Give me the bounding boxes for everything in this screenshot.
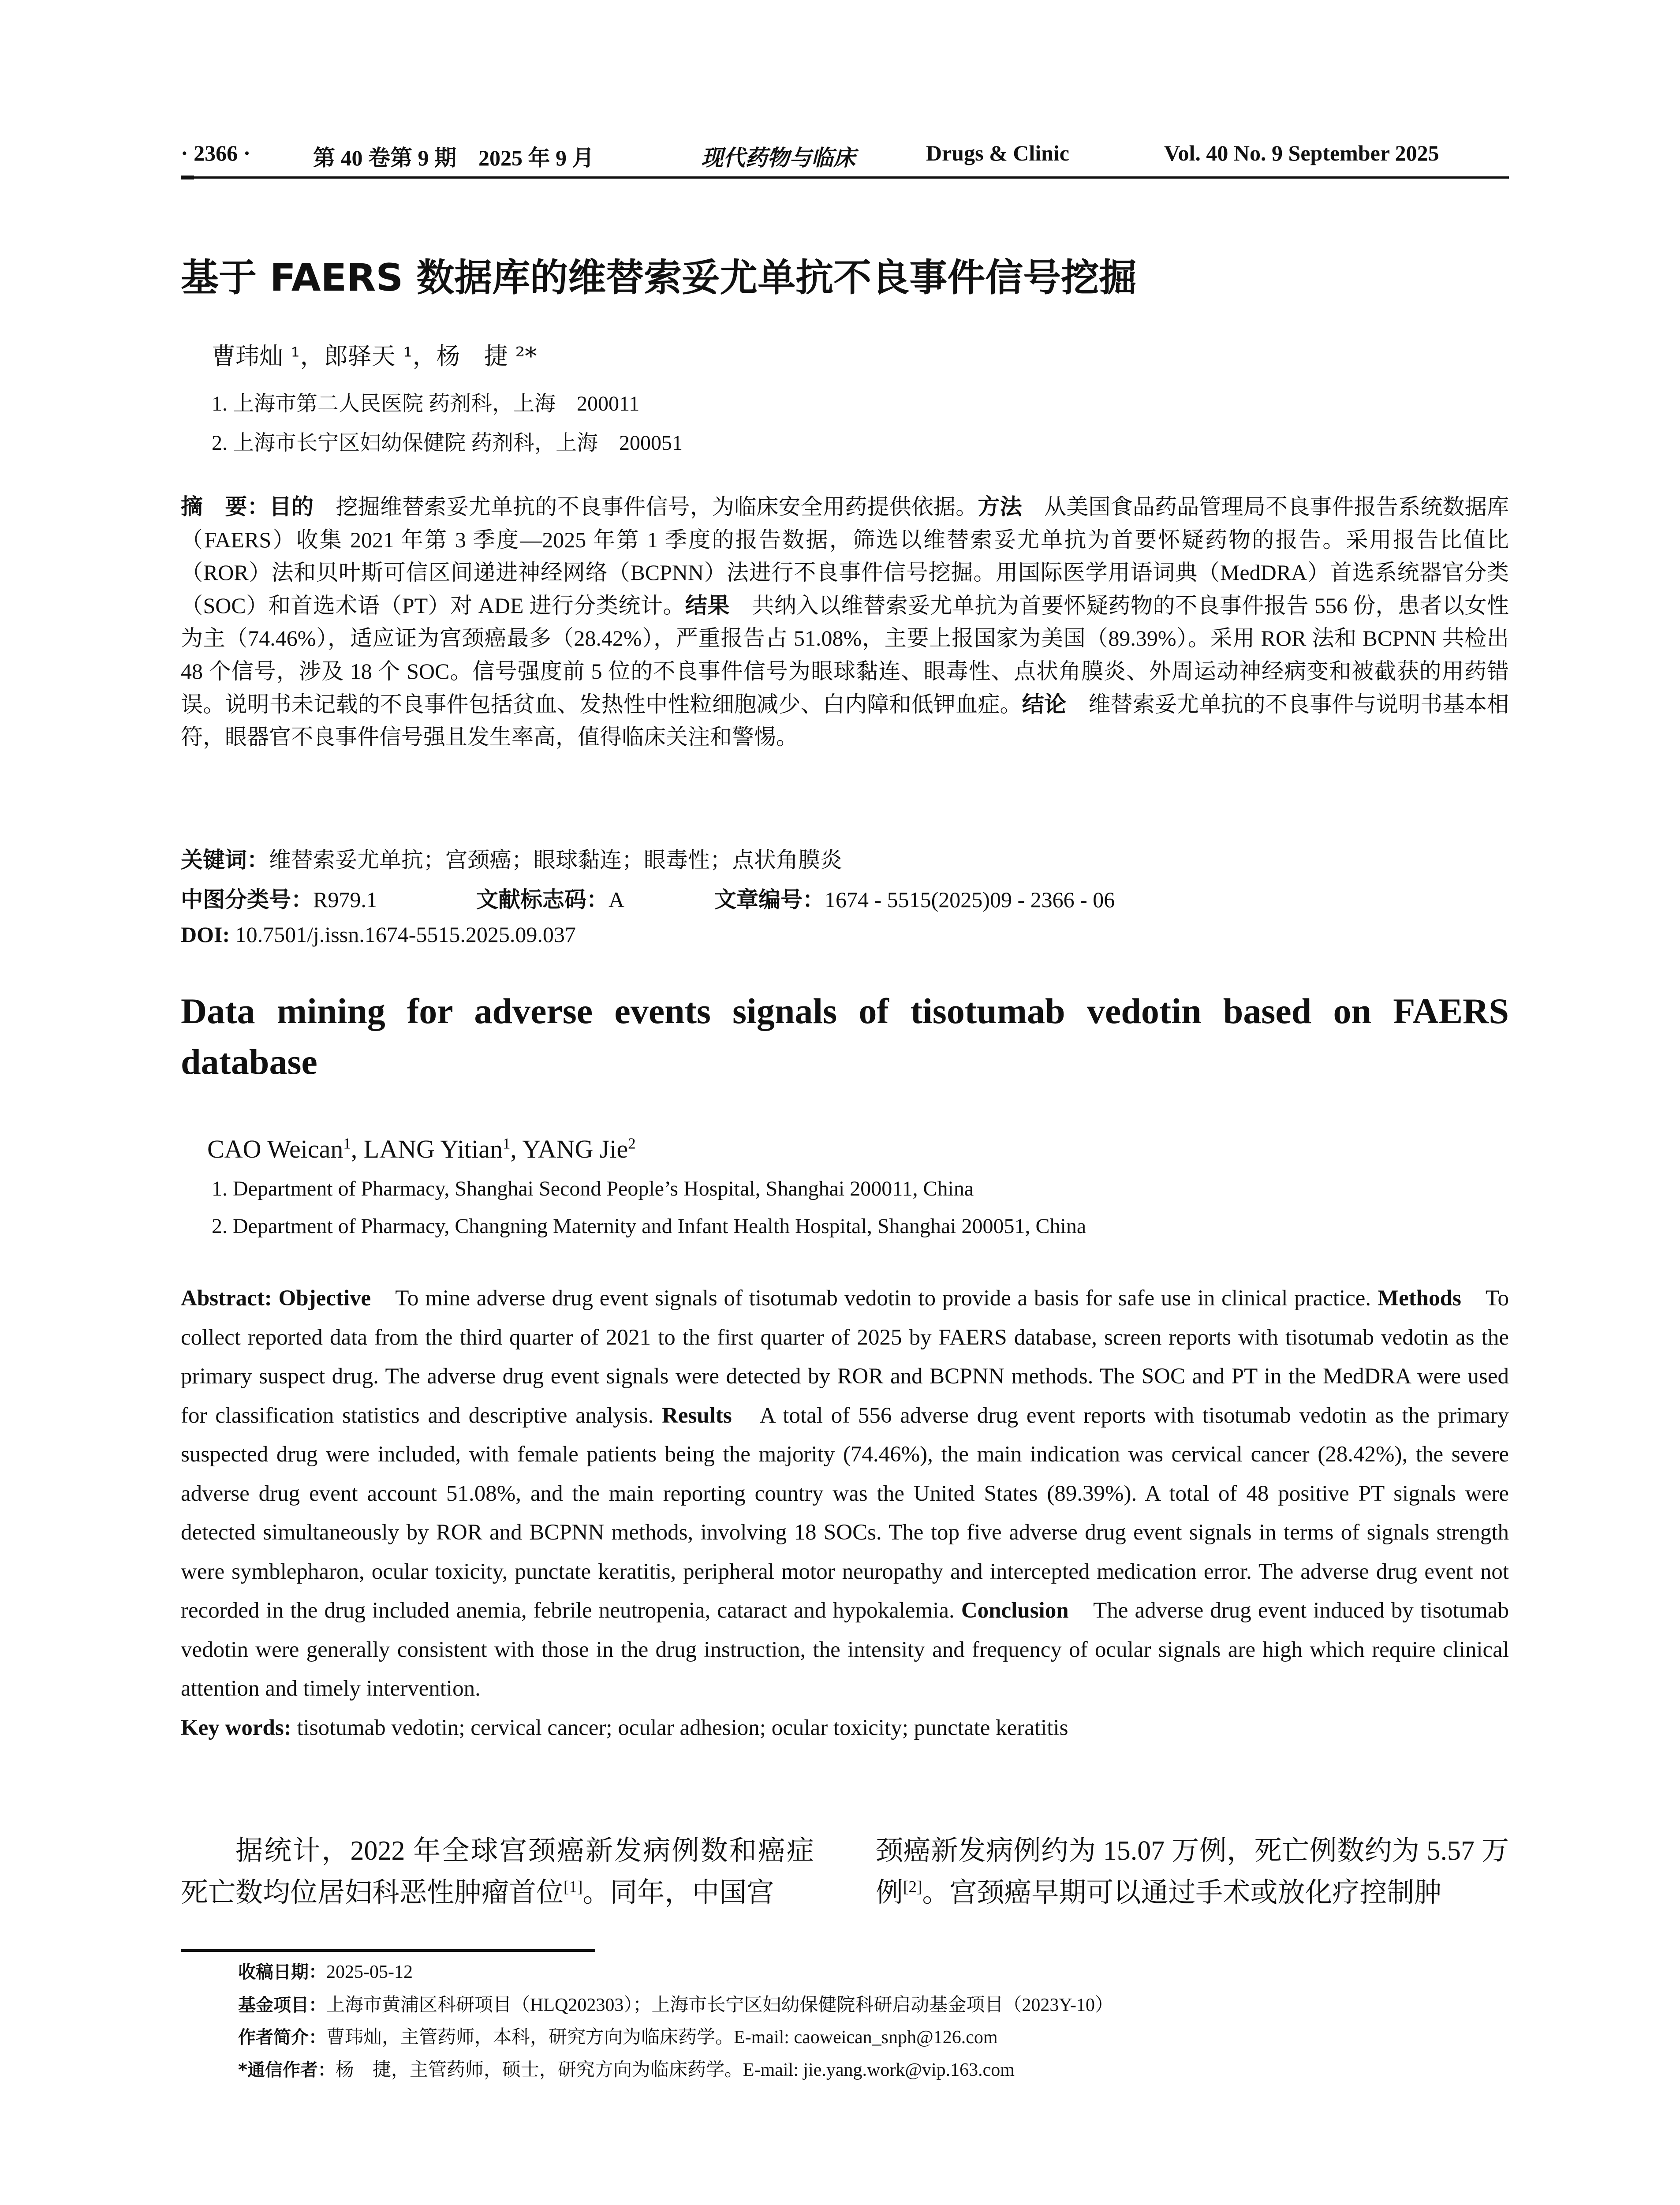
- article-no-label: 文章编号：: [714, 887, 825, 912]
- header-rule: [181, 176, 1509, 179]
- abstract-en-label: Abstract: Objective: [181, 1286, 371, 1311]
- doi-value[interactable]: 10.7501/j.issn.1674-5515.2025.09.037: [230, 922, 576, 947]
- page-number: · 2366 ·: [181, 141, 251, 165]
- title-cn: 基于 FAERS 数据库的维替索妥尤单抗不良事件信号挖掘: [181, 256, 1137, 300]
- footnote-text: 2025-05-12: [326, 1962, 413, 1982]
- affiliation-en-2: 2. Department of Pharmacy, Changning Maternity and Infant Health Hospital, Shanghai 200051, China: [212, 1215, 1086, 1238]
- footnote-text: 曹玮灿，主管药师，本科，研究方向为临床药学。E-mail: caoweican_snph@126.com: [326, 2027, 998, 2048]
- keywords-text: 维替索妥尤单抗；宫颈癌；眼球黏连；眼毒性；点状角膜炎: [269, 848, 842, 872]
- results-text: 共纳入以维替索妥尤单抗为首要怀疑药物的不良事件报告 556 份，患者以女性为主（74.46%），适应证为宫颈癌最多（28.42%），严重报告占 51.08%，主要上报国家为美国（89.39%）。采用 ROR 法和 BCPNN 共检出 48 个信号，涉及 18 个 SOC。信号强度前 5 位的不良事件信号为眼球黏连、眼毒性、点状角膜炎、外周运动神经病变和被截获的用药错误。说明书未记载的不良事件包括贫血、发热性中性粒细胞减少、白内障和低钾血症。: [181, 593, 1509, 717]
- author-affil-mark: 1: [502, 1135, 511, 1152]
- footnote-author-bio: [238, 2022, 998, 2049]
- results-en-label: Results: [661, 1403, 732, 1428]
- authors-cn: 曹玮灿 ¹，郎驿天 ¹，杨 捷 ²*: [212, 342, 537, 370]
- footnote-corresponding: [238, 2055, 1015, 2082]
- footnote-rule: [181, 1949, 595, 1952]
- issue-en: Vol. 40 No. 9 September 2025: [1164, 141, 1439, 165]
- doc-code-label: 文献标志码：: [476, 887, 609, 912]
- title-en: Data mining for adverse events signals of tisotumab vedotin based on FAERS database: [181, 991, 1509, 1082]
- classification-line: [181, 882, 1115, 914]
- body-text: 。宫颈癌早期可以通过手术或放化疗控制肿: [922, 1878, 1442, 1908]
- affiliation-cn-2: 2. 上海市长宁区妇幼保健院 药剂科，上海 200051: [212, 431, 683, 455]
- footnote-label: 作者简介：: [238, 2027, 326, 2048]
- keywords-label: 关键词：: [181, 847, 269, 873]
- results-label: 结果: [685, 592, 730, 618]
- abstract-cn: [181, 490, 1509, 754]
- clc-value: R979.1: [313, 887, 377, 912]
- journal-name-cn: 现代药物与临床: [701, 145, 855, 171]
- author-affil-mark: 1: [343, 1135, 351, 1152]
- conclusion-label: 结论: [1022, 691, 1067, 717]
- citation-ref[interactable]: [2]: [903, 1878, 922, 1896]
- objective-en-text: To mine adverse drug event signals of tisotumab vedotin to provide a basis for safe use in clinical practice.: [371, 1286, 1378, 1311]
- footnote-label: *通信作者：: [238, 2060, 336, 2080]
- clc-label: 中图分类号：: [181, 887, 313, 912]
- body-text: 颈癌新发病例约为 15.07 万例，死亡例数约为 5.57 万例: [876, 1836, 1509, 1908]
- article-no-value: 1674 - 5515(2025)09 - 2366 - 06: [825, 887, 1115, 912]
- header-rule-accent: [181, 176, 194, 179]
- author-name: CAO Weican: [207, 1135, 343, 1163]
- affiliation-en-1: 1. Department of Pharmacy, Shanghai Second People’s Hospital, Shanghai 200011, China: [212, 1177, 974, 1200]
- footnote-text: 杨 捷，主管药师，硕士，研究方向为临床药学。E-mail: jie.yang.work@vip.163.com: [335, 2060, 1015, 2080]
- methods-en-label: Methods: [1377, 1286, 1461, 1311]
- objective-label: 目的: [269, 494, 314, 519]
- footnote-received: [238, 1958, 413, 1983]
- doc-code-value: A: [609, 887, 625, 912]
- conclusion-en-text: The adverse drug event induced by tisotumab vedotin were generally consistent with those in the drug instruction, the intensity and frequency of ocular signals are high which require clinical attention and timely intervention.: [181, 1598, 1509, 1701]
- conclusion-en-label: Conclusion: [961, 1598, 1069, 1623]
- body-text: 据统计，2022 年全球宫颈癌新发病例数和癌症死亡数均位居妇科恶性肿瘤首位: [181, 1836, 814, 1908]
- methods-en-text: To collect reported data from the third quarter of 2021 to the first quarter of 2025 by FAERS database, screen reports with tisotumab vedotin as the primary suspect drug. The adverse drug event signals were detected by ROR and BCPNN methods. The SOC and PT in the MedDRA were used for classification statistics and descriptive analysis.: [181, 1286, 1509, 1428]
- running-header: [181, 140, 1509, 171]
- author-name: YANG Jie: [522, 1135, 628, 1163]
- issue-cn: 第 40 卷第 9 期 2025 年 9 月: [313, 146, 594, 170]
- keywords-en-label: Key words:: [181, 1715, 291, 1740]
- body-text: 。同年，中国宫: [582, 1878, 774, 1908]
- methods-text: 从美国食品药品管理局不良事件报告系统数据库（FAERS）收集 2021 年第 3 季度—2025 年第 1 季度的报告数据，筛选以维替索妥尤单抗为首要怀疑药物的报告。采用报告比值比（ROR）法和贝叶斯可信区间递进神经网络（BCPNN）法进行不良事件信号挖掘。用国际医学用语词典（MedDRA）首选系统器官分类（SOC）和首选术语（PT）对 ADE 进行分类统计。: [181, 494, 1509, 618]
- author-name: LANG Yitian: [363, 1135, 503, 1163]
- results-en-text: A total of 556 adverse drug event reports with tisotumab vedotin as the primary suspected drug were included, with female patients being the majority (74.46%), the main indication was cervical cancer (28.42%), the severe adverse drug event account 51.08%, and the main reporting country was the United States (89.39%). A total of 48 positive PT signals were detected simultaneously by ROR and BCPNN methods, involving 18 SOCs. The top five adverse drug event signals in terms of signals strength were symblepharon, ocular toxicity, punctate keratitis, peripheral motor neuropathy and intercepted medication error. The adverse drug event not recorded in the drug included anemia, febrile neutropenia, cataract and hypokalemia.: [181, 1403, 1509, 1623]
- affiliation-cn-1: 1. 上海市第二人民医院 药剂科，上海 200011: [212, 392, 640, 415]
- doi-label: DOI:: [181, 922, 230, 947]
- methods-label: 方法: [978, 494, 1022, 519]
- conclusion-text: 维替索妥尤单抗的不良事件与说明书基本相符，眼器官不良事件信号强且发生率高，值得临床关注和警惕。: [181, 691, 1509, 750]
- footnote-text: 上海市黄浦区科研项目（HLQ202303）；上海市长宁区妇幼保健院科研启动基金项目（2023Y-10）: [326, 1995, 1113, 2015]
- journal-name-en: Drugs & Clinic: [926, 141, 1069, 165]
- objective-text: 挖掘维替索妥尤单抗的不良事件信号，为临床安全用药提供依据。: [314, 494, 978, 519]
- footnote-label: 基金项目：: [238, 1995, 326, 2015]
- authors-en: CAO Weican$^1$, LANG Yitian$^1$, YANG Jie$^2$: [207, 1135, 636, 1163]
- abstract-label: 摘 要：: [181, 494, 269, 519]
- footnote-funding: [238, 1990, 1113, 2017]
- keywords-cn: [181, 842, 842, 874]
- abstract-en: [181, 1279, 1509, 1747]
- footnote-label: 收稿日期：: [238, 1962, 326, 1982]
- keywords-en-text: tisotumab vedotin; cervical cancer; ocular adhesion; ocular toxicity; punctate keratitis: [291, 1715, 1068, 1740]
- body-column-right: [876, 1830, 1509, 1914]
- author-affil-mark: 2: [628, 1135, 636, 1152]
- citation-ref[interactable]: [1]: [564, 1878, 583, 1896]
- body-column-left: [181, 1830, 814, 1914]
- doi-line: [181, 922, 576, 947]
